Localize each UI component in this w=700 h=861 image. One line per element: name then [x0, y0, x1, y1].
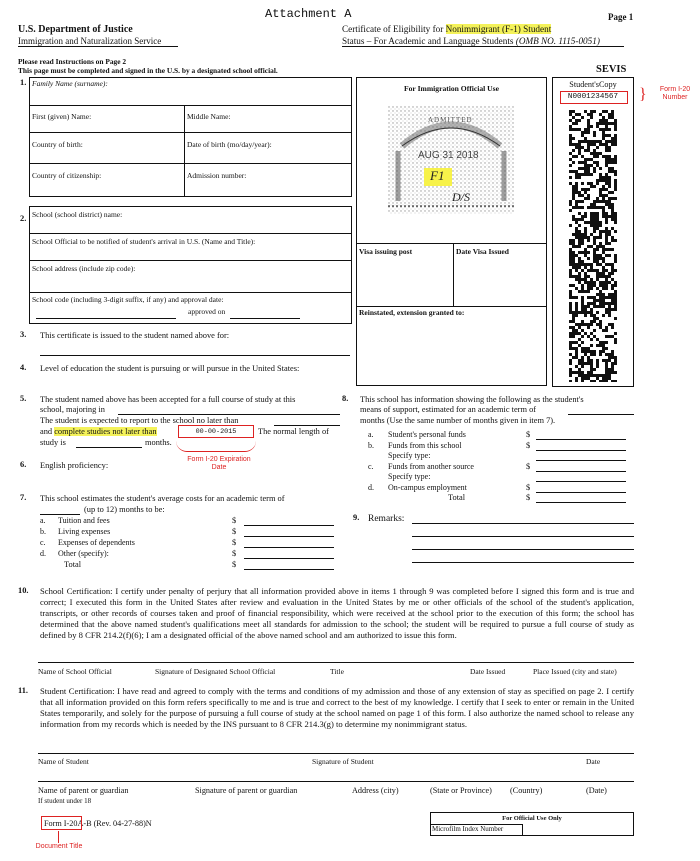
middle-name-field[interactable]: Middle Name: [185, 106, 351, 133]
date-of-birth-field[interactable]: Date of birth (mo/day/year): [185, 133, 351, 164]
student-signature-line[interactable] [38, 781, 634, 782]
cost-amount-line[interactable] [244, 558, 334, 559]
school-address-field[interactable]: School address (include zip code): [30, 261, 351, 293]
country-of-citizenship-field[interactable]: Country of citizenship: [30, 164, 185, 196]
school-code-field[interactable]: School code (including 3-digit suffix, if any) and approval date: approved on [30, 293, 351, 323]
form-number-value: N0001234567 [567, 93, 619, 101]
students-copy-label: Student'sCopy [569, 80, 617, 89]
school-certification-text: School Certification: I certify under penalty of perjury that all information provided above in items 1 through 9 was completed before I signed this form and is true and correct; I executed this form in the United States after review and evaluation in the United States by me or other officials of the school of the student's application, transcripts, or other records of courses taken and proof of financial responsibility, which were received at the school prior to the execution of this form; the school has determined that the above named student's qualifications meet all standards for admission to the school; the student will be required to pursue a full course of study as defined by 8 CFR 214.2(f)(6); I am a designated official of the above named school and am authorized to issue this form. [40, 586, 634, 640]
report-date-line[interactable] [274, 425, 340, 426]
reinstated-box [356, 306, 547, 386]
stamp-admitted-text: ADMITTED [428, 116, 473, 124]
certificate-type-highlight: Nonimmigrant (F-1) Student [445, 24, 552, 34]
sevis-label: SEVIS [596, 64, 627, 75]
support-total-line[interactable] [536, 502, 626, 503]
support-amount-line[interactable] [536, 492, 626, 493]
support-amount-line[interactable] [536, 460, 626, 461]
document-title-highlight [41, 816, 82, 830]
expiration-date-value: 00-00-2015 [195, 428, 237, 436]
first-name-field[interactable]: First (given) Name: [30, 106, 185, 133]
form-id-footer: Form I-20A-B (Rev. 04-27-88)N [44, 819, 152, 828]
remarks-line-3[interactable] [412, 549, 634, 550]
annotation-tick [58, 831, 60, 843]
student-certification-text: Student Certification: I have read and agreed to comply with the terms and conditions of my admission and those of any extension of stay as specified on page 2. I certify that all information provided on this form refers specifically to me and is true and correct to the best of my knowledge. I certify that I seek to enter or remain in the United States temporarily, and solely for the purpose of pursuing a full course of study at the school named on page 1 of this form. I also authorize the named school to release any information from my records which is needed by the INS pursuant to 8 CFR 214.3(g) to determine my nonimmigrant status. [40, 686, 634, 729]
read-instructions: Please read Instructions on Page 2 [18, 57, 127, 66]
family-name-field[interactable]: Family Name (surname): [30, 78, 351, 106]
brace-icon: } [639, 86, 647, 103]
reinstated-field[interactable]: Reinstated, extension granted to: [359, 308, 465, 317]
stamp-ds: D/S [452, 190, 470, 204]
school-name-field[interactable]: School (school district) name: [30, 207, 351, 234]
form-i20-number-annotation: Form I-20 Number [659, 86, 691, 101]
remarks-line-2[interactable] [412, 536, 634, 537]
annotation-curve [176, 441, 256, 452]
stamp-date: AUG 31 2018 [418, 150, 479, 161]
sevis-barcode-column [552, 77, 634, 387]
form-i20-expiration-annotation: Form I-20 Expiration Date [187, 456, 251, 471]
remarks-line-4[interactable] [412, 562, 634, 563]
costs-total-line[interactable] [244, 569, 334, 570]
item5-complete-line: and complete studies not later than [40, 427, 157, 436]
support-amount-line[interactable] [536, 481, 626, 482]
admission-number-field[interactable]: Admission number: [187, 171, 247, 180]
costs-total-label: Total [64, 560, 82, 569]
stamp-class: F1 [430, 168, 445, 183]
must-complete-note: This page must be completed and signed in the U.S. by a designated school official. [18, 66, 278, 75]
support-term-line[interactable] [568, 414, 634, 415]
visa-issuing-post-field[interactable]: Visa issuing post [357, 244, 454, 306]
item3-text: This certificate is issued to the student named above for: [40, 331, 230, 340]
visa-box [356, 243, 547, 307]
school-official-field[interactable]: School Official to be notified of student's arrival in U.S. (Name and Title): [30, 234, 351, 261]
cost-amount-line[interactable] [244, 536, 334, 537]
sevis-barcode [569, 110, 617, 382]
certificate-title: Certificate of Eligibility for Nonimmigrant (F-1) Student [342, 24, 552, 34]
support-amount-line[interactable] [536, 439, 626, 440]
date-visa-issued-field[interactable]: Date Visa Issued [456, 247, 509, 256]
student-signature-line-top[interactable] [38, 753, 634, 754]
certificate-status: Status – For Academic and Language Students (OMB NO. 1115-0051) [342, 36, 624, 47]
cost-amount-line[interactable] [244, 525, 334, 526]
department-name: U.S. Department of Justice [18, 24, 133, 35]
entry-stamp [388, 106, 514, 214]
document-title-annotation: Document Title [35, 843, 83, 850]
page-number: Page 1 [608, 12, 634, 22]
school-info-box [29, 206, 352, 324]
english-proficiency-label: English proficiency: [40, 461, 109, 470]
support-amount-line[interactable] [536, 450, 626, 451]
cost-amount-line[interactable] [244, 547, 334, 548]
school-signature-line[interactable] [38, 662, 634, 663]
remarks-label: Remarks: [368, 514, 405, 524]
support-total-label: Total [448, 493, 466, 502]
length-line[interactable] [76, 447, 142, 448]
country-of-birth-field[interactable]: Country of birth: [30, 133, 185, 164]
item4-text: Level of education the student is pursuing or will pursue in the United States: [40, 364, 300, 373]
service-name: Immigration and Naturalization Service [18, 36, 178, 47]
remarks-line-1[interactable] [412, 523, 634, 524]
item3-line[interactable] [40, 355, 350, 356]
microfilm-index-field[interactable]: Microfilm Index Number [431, 824, 523, 836]
official-use-only-box: For Official Use Only Microfilm Index Number [430, 812, 634, 836]
immigration-official-use-box: For Immigration Official Use ADMITTED AUG 31 2018 F1 D/S [356, 77, 547, 244]
term-months-line[interactable] [40, 514, 80, 515]
form-number-highlight [560, 91, 628, 104]
support-amount-line[interactable] [536, 471, 626, 472]
student-info-box [29, 77, 352, 197]
major-line[interactable] [118, 414, 340, 415]
attachment-label: Attachment A [265, 7, 352, 21]
